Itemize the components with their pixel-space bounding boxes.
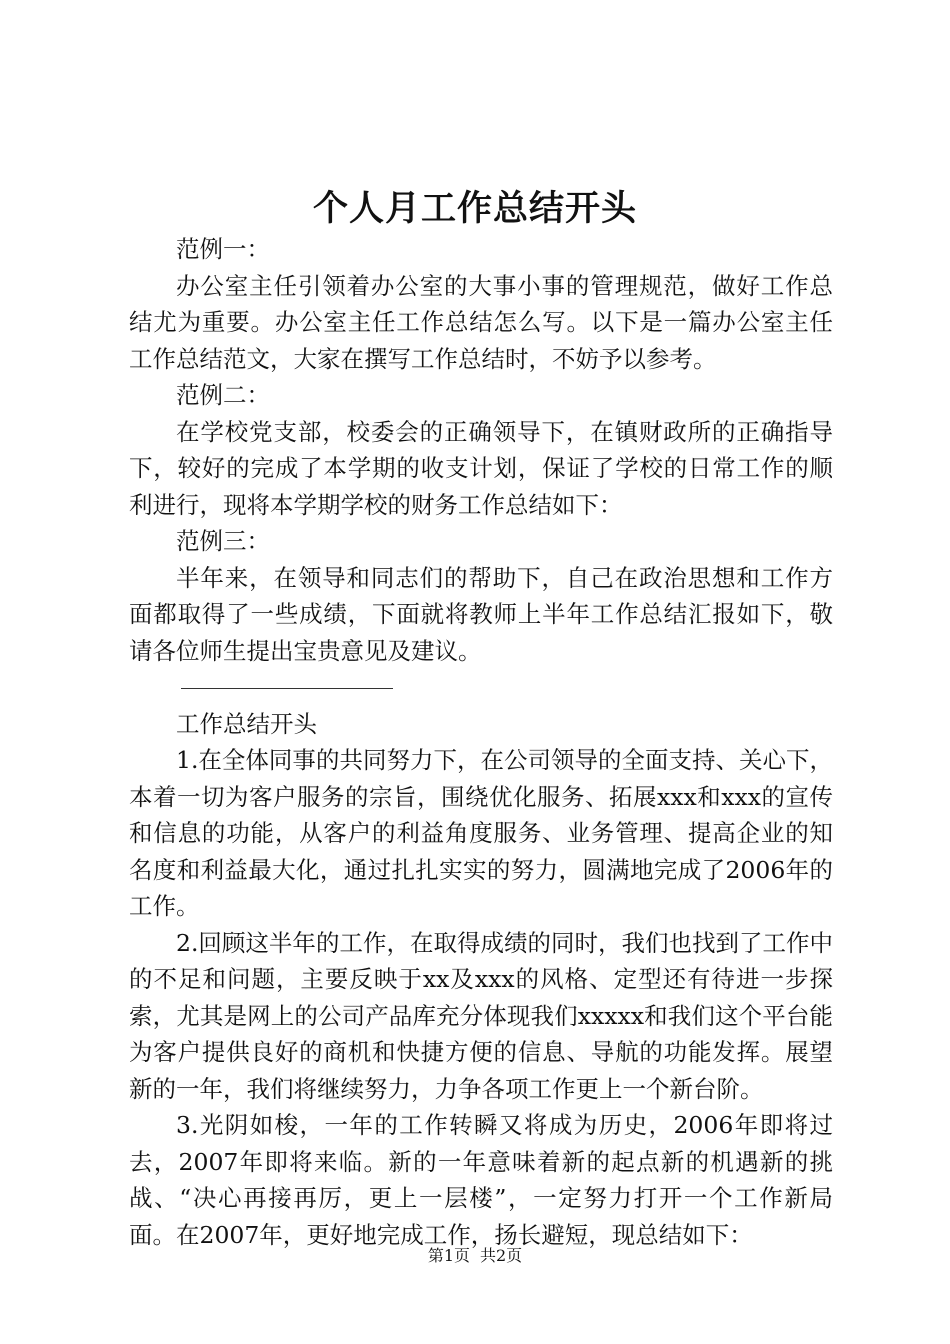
summary-item-2: 2.回顾这半年的工作，在取得成绩的同时，我们也找到了工作中的不足和问题，主要反映于xx及xxx的风格、定型还有待进一步探索，尤其是网上的公司产品库充分体现我们xxxxx和我们这个平台能为客户提供良好的商机和快捷方便的信息、导航的功能发挥。展望新的一年，我们将继续努力，力争各项工作更上一个新台阶。 <box>129 928 833 1103</box>
document-title: 个人月工作总结开头 <box>312 188 637 229</box>
summary-item-3: 3.光阴如梭，一年的工作转瞬又将成为历史，2006年即将过去，2007年即将来临。新的一年意味着新的起点新的机遇新的挑战、“决心再接再厉，更上一层楼”，一定努力打开一个工作新局面。在2007年，更好地完成工作，扬长避短，现总结如下： <box>129 1111 833 1249</box>
page-number: 第1页 <box>427 1246 470 1265</box>
page-footer <box>0 1244 950 1268</box>
divider-line <box>181 688 393 689</box>
summary-item-1: 1.在全体同事的共同努力下，在公司领导的全面支持、关心下，本着一切为客户服务的宗旨，围绕优化服务、拓展xxx和xxx的宣传和信息的功能，从客户的利益角度服务、业务管理、提高企业的知名度和利益最大化，通过扎扎实实的努力，圆满地完成了2006年的工作。 <box>129 746 833 920</box>
example-1-text: 办公室主任引领着办公室的大事小事的管理规范，做好工作总结尤为重要。办公室主任工作总结怎么写。以下是一篇办公室主任工作总结范文，大家在撰写工作总结时，不妨予以参考。 <box>129 271 833 373</box>
example-3-text: 半年来，在领导和同志们的帮助下，自己在政治思想和工作方面都取得了一些成绩，下面就将教师上半年工作总结汇报如下，敬请各位师生提出宝贵意见及建议。 <box>129 563 833 665</box>
section-divider <box>129 669 833 706</box>
example-2-heading: 范例二： <box>176 381 270 409</box>
example-3-heading: 范例三： <box>176 527 270 555</box>
example-1-heading: 范例一： <box>176 235 270 263</box>
page-total: 共2页 <box>480 1246 523 1265</box>
section-heading: 工作总结开头 <box>176 709 317 738</box>
example-2-text: 在学校党支部，校委会的正确领导下，在镇财政所的正确指导下，较好的完成了本学期的收支计划，保证了学校的日常工作的顺利进行，现将本学期学校的财务工作总结如下： <box>129 417 833 519</box>
document-body <box>129 231 833 1253</box>
